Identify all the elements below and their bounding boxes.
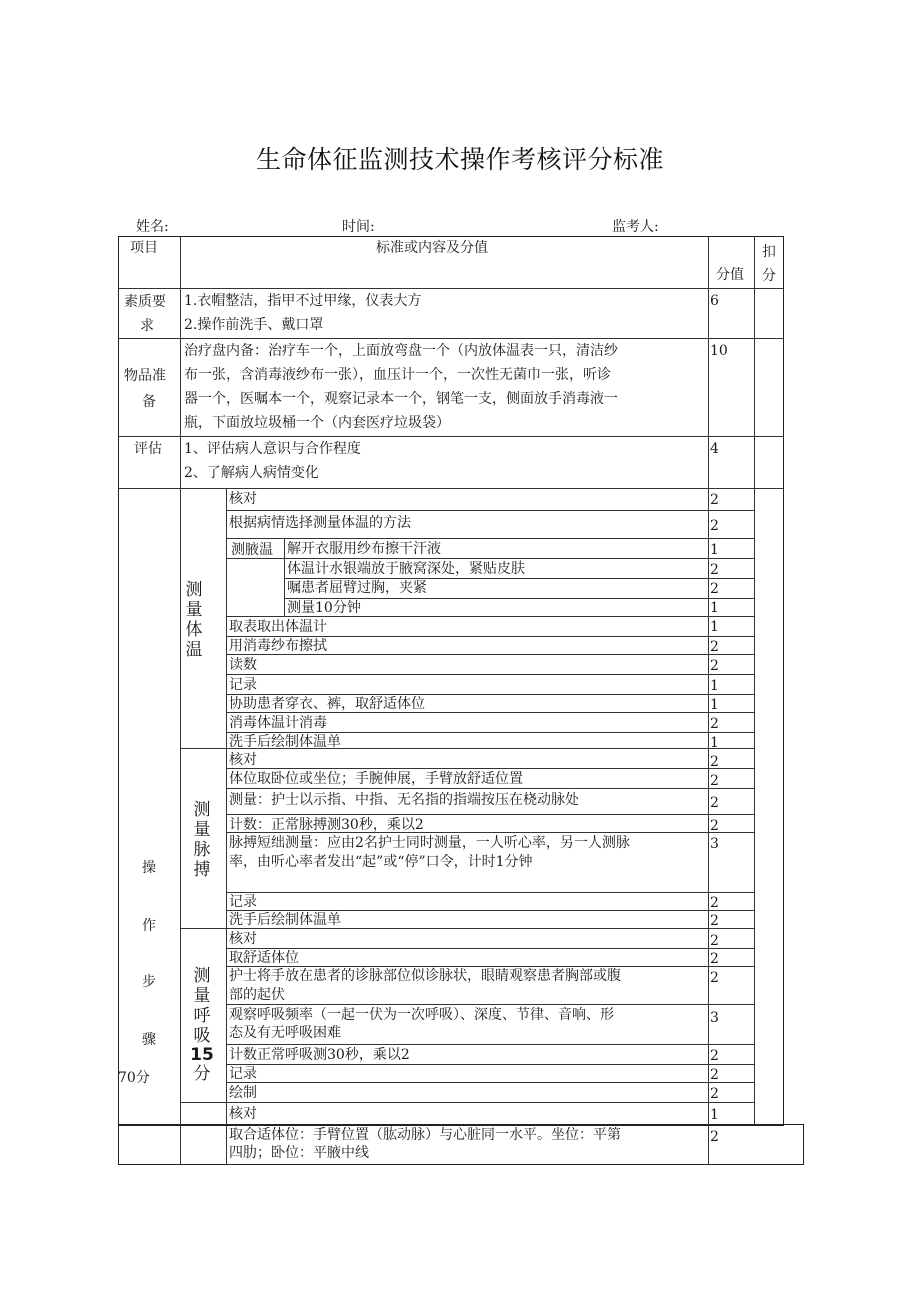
resp-label-1: 测 bbox=[193, 966, 211, 986]
pulse-label-2: 量 bbox=[193, 820, 211, 840]
pulse-row-text: 洗手后绘制体温单 bbox=[229, 912, 341, 928]
temp-row-score: 2 bbox=[710, 562, 719, 578]
bp-row-score: 1 bbox=[710, 1107, 719, 1123]
axillary-label: 测腋温 bbox=[231, 542, 273, 558]
supplies-line-1: 治疗盘内备：治疗车一个，上面放弯盘一个（内放体温表一只，清洁纱 bbox=[184, 343, 618, 359]
temp-label-1: 测 bbox=[185, 580, 203, 600]
bp-row-text: 取合适体位：手臂位置（肱动脉）与心脏同一水平。坐位：平第 bbox=[229, 1127, 621, 1143]
resp-row-score: 2 bbox=[710, 933, 719, 949]
temp-row-score: 2 bbox=[710, 639, 719, 655]
temp-row-score: 1 bbox=[710, 619, 719, 635]
pulse-row-text: 记录 bbox=[229, 894, 257, 910]
temp-row-text: 记录 bbox=[229, 677, 257, 693]
resp-row-score: 2 bbox=[710, 951, 719, 967]
supplies-label-line-1: 物品准 bbox=[124, 368, 166, 384]
pulse-label-3: 脉 bbox=[193, 840, 211, 860]
pulse-row-score: 2 bbox=[710, 795, 719, 811]
time-label: 时间: bbox=[342, 219, 375, 235]
resp-row-score: 2 bbox=[710, 1067, 719, 1083]
pulse-row-text: 脉搏短绌测量：应由2名护士同时测量，一人听心率，另一人测脉 bbox=[229, 835, 630, 851]
temp-row-text: 读数 bbox=[229, 657, 257, 673]
temp-row-text: 洗手后绘制体温单 bbox=[229, 734, 341, 750]
operation-label-score: 70分 bbox=[118, 1070, 150, 1086]
operation-label-3: 步 bbox=[142, 974, 156, 990]
header-score: 分值 bbox=[716, 267, 744, 283]
temp-row-text: 测量10分钟 bbox=[287, 600, 361, 616]
pulse-row-score: 2 bbox=[710, 913, 719, 929]
temp-row-score: 2 bbox=[710, 492, 719, 508]
examiner-label: 监考人: bbox=[612, 219, 659, 235]
header-content: 标准或内容及分值 bbox=[376, 240, 488, 256]
name-field bbox=[136, 216, 169, 236]
pulse-row-score: 2 bbox=[710, 773, 719, 789]
header-item: 项目 bbox=[130, 240, 158, 256]
supplies-label-line-2: 备 bbox=[142, 394, 156, 410]
quality-label-line-1: 素质要 bbox=[124, 294, 166, 310]
temp-row-text: 协助患者穿衣、裤，取舒适体位 bbox=[229, 696, 425, 712]
pulse-row-text-continued: 率，由听心率者发出“起”或“停”口令，计时1分钟 bbox=[229, 854, 533, 870]
resp-row-score: 2 bbox=[710, 1086, 719, 1102]
temp-row-text: 嘱患者屈臂过胸，夹紧 bbox=[287, 580, 427, 596]
pulse-label-1: 测 bbox=[193, 800, 211, 820]
temp-row-score: 1 bbox=[710, 735, 719, 751]
temp-row-score: 2 bbox=[710, 581, 719, 597]
examiner-field bbox=[612, 216, 659, 236]
time-field bbox=[342, 216, 375, 236]
quality-label-line-2: 求 bbox=[140, 318, 154, 334]
header-deduct-bottom: 分 bbox=[762, 268, 776, 284]
bp-row-score: 2 bbox=[710, 1129, 719, 1145]
temp-row-score: 2 bbox=[710, 658, 719, 674]
quality-line-2: 2.操作前洗手、戴口罩 bbox=[184, 317, 324, 333]
resp-row-score: 3 bbox=[710, 1010, 719, 1026]
page-title: 生命体征监测技术操作考核评分标准 bbox=[255, 145, 664, 174]
pulse-row-text: 核对 bbox=[229, 752, 257, 768]
pulse-label-4: 搏 bbox=[193, 860, 211, 880]
assess-label: 评估 bbox=[134, 441, 162, 457]
assess-score: 4 bbox=[710, 441, 719, 457]
temp-row-text: 体温计水银端放于腋窝深处，紧贴皮肤 bbox=[287, 561, 525, 577]
pulse-row-score: 2 bbox=[710, 754, 719, 770]
resp-label-4: 吸 bbox=[193, 1026, 211, 1046]
temp-row-text: 解开衣服用纱布擦干汗液 bbox=[287, 541, 441, 557]
resp-row-text-continued: 态及有无呼吸困难 bbox=[229, 1025, 341, 1041]
temp-row-score: 2 bbox=[710, 518, 719, 534]
temp-row-score: 2 bbox=[710, 716, 719, 732]
resp-row-text: 计数正常呼吸测30秒，乘以2 bbox=[229, 1047, 410, 1063]
temp-row-text: 取表取出体温计 bbox=[229, 619, 327, 635]
temp-row-text: 消毒体温计消毒 bbox=[229, 715, 327, 731]
name-label: 姓名: bbox=[136, 219, 169, 235]
supplies-line-4: 瓶，下面放垃圾桶一个（内套医疗垃圾袋） bbox=[184, 415, 450, 431]
resp-label-2: 量 bbox=[193, 986, 211, 1006]
temp-row-text: 根据病情选择测量体温的方法 bbox=[229, 515, 411, 531]
resp-row-text: 观察呼吸频率（一起一伏为一次呼吸）、深度、节律、音响、形 bbox=[229, 1007, 614, 1023]
temp-label-2: 量 bbox=[185, 600, 203, 620]
temp-row-text: 用消毒纱布擦拭 bbox=[229, 638, 327, 654]
bp-row-text: 核对 bbox=[229, 1106, 257, 1122]
resp-row-text: 护士将手放在患者的诊脉部位似诊脉状，眼睛观察患者胸部或腹 bbox=[229, 968, 621, 984]
quality-score: 6 bbox=[710, 293, 719, 309]
pulse-row-score: 2 bbox=[710, 818, 719, 834]
resp-label-3: 呼 bbox=[193, 1006, 211, 1026]
supplies-line-3: 器一个，医嘱本一个，观察记录本一个，钢笔一支，侧面放手消毒液一 bbox=[184, 391, 618, 407]
assess-line-2: 2、了解病人病情变化 bbox=[184, 465, 319, 481]
resp-label-number: 15 bbox=[190, 1045, 214, 1065]
temp-row-score: 1 bbox=[710, 600, 719, 616]
temp-row-score: 1 bbox=[710, 542, 719, 558]
assess-line-1: 1、评估病人意识与合作程度 bbox=[184, 441, 361, 457]
temp-row-score: 1 bbox=[710, 678, 719, 694]
resp-row-score: 2 bbox=[710, 1048, 719, 1064]
operation-label-1: 操 bbox=[142, 860, 156, 876]
supplies-line-2: 布一张，含消毒液纱布一张），血压计一个，一次性无菌巾一张，听诊 bbox=[184, 367, 611, 383]
pulse-row-score: 3 bbox=[710, 836, 719, 852]
resp-row-text-continued: 部的起伏 bbox=[229, 987, 285, 1003]
resp-row-text: 绘制 bbox=[229, 1085, 257, 1101]
header-deduct-top: 扣 bbox=[762, 244, 776, 260]
resp-row-text: 取舒适体位 bbox=[229, 950, 299, 966]
supplies-score: 10 bbox=[710, 343, 728, 359]
temp-row-text: 核对 bbox=[229, 491, 257, 507]
pulse-row-text: 体位取卧位或坐位；手腕伸展，手臂放舒适位置 bbox=[229, 771, 523, 787]
pulse-row-text: 测量：护士以示指、中指、无名指的指端按压在桡动脉处 bbox=[229, 792, 579, 808]
bp-row-text-continued: 四肋；卧位：平腋中线 bbox=[229, 1145, 369, 1161]
quality-line-1: 1.衣帽整洁，指甲不过甲缘，仪表大方 bbox=[184, 293, 422, 309]
operation-label-4: 骤 bbox=[142, 1032, 156, 1048]
operation-label-2: 作 bbox=[142, 918, 156, 934]
resp-row-score: 2 bbox=[710, 970, 719, 986]
resp-row-text: 核对 bbox=[229, 931, 257, 947]
pulse-row-score: 2 bbox=[710, 895, 719, 911]
temp-row-score: 1 bbox=[710, 697, 719, 713]
resp-label-6: 分 bbox=[193, 1064, 211, 1084]
temp-label-4: 温 bbox=[185, 640, 203, 660]
pulse-row-text: 计数：正常脉搏测30秒，乘以2 bbox=[229, 817, 424, 833]
temp-label-3: 体 bbox=[185, 620, 203, 640]
resp-row-text: 记录 bbox=[229, 1066, 257, 1082]
